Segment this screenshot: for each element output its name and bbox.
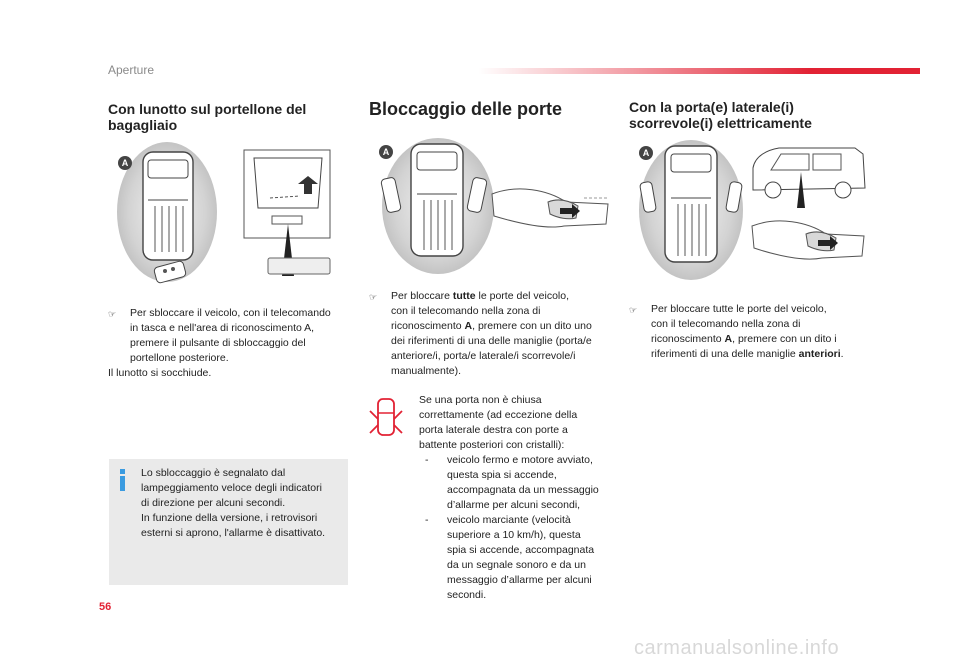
dash2-line4: da un segnale sonoro e da un bbox=[447, 559, 586, 571]
pointing-finger-icon: ☞ bbox=[108, 309, 117, 319]
info-box-text bbox=[141, 466, 346, 541]
col1-bullet-item bbox=[108, 306, 353, 366]
watermark: carmanualsonline.info bbox=[634, 637, 840, 659]
col2-bullet-text bbox=[391, 289, 592, 379]
info-line1: Lo sbloccaggio è segnalato dal bbox=[141, 467, 286, 479]
col1-bullet-text bbox=[130, 306, 331, 366]
col2-bullet-bold: tutte bbox=[452, 290, 476, 302]
col2-bullet-line2: con il telecomando nella zona di bbox=[391, 305, 541, 317]
warn-dash-item-2 bbox=[419, 513, 614, 603]
warn-line2: correttamente (ad eccezione della bbox=[419, 409, 578, 421]
zone-a-marker: A bbox=[379, 145, 393, 159]
door-handle-hand-illustration bbox=[748, 214, 868, 274]
col3-bullet-line2: con il telecomando nella zona di bbox=[651, 318, 801, 330]
col1-bullet-line1: Per sbloccare il veicolo, con il telecomando bbox=[130, 307, 331, 319]
dash1-line2: questa spia si accende, bbox=[447, 469, 557, 481]
col3-bullet-line1: Per bloccare tutte le porte del veicolo, bbox=[651, 303, 827, 315]
dash2-line1: veicolo marciante (velocità bbox=[447, 514, 571, 526]
warn-line1: Se una porta non è chiusa bbox=[419, 394, 542, 406]
zone-a-marker: A bbox=[118, 156, 132, 170]
zone-a-marker: A bbox=[639, 146, 653, 160]
van-side-view-illustration bbox=[745, 142, 870, 214]
door-open-warning-icon bbox=[368, 397, 404, 439]
dash1-line4: d’allarme per alcuni secondi, bbox=[447, 499, 581, 511]
col3-title bbox=[629, 99, 889, 131]
col1-bullet-block bbox=[108, 306, 353, 381]
info-line2: lampeggiamento veloce degli indicatori bbox=[141, 482, 322, 494]
pointing-finger-icon: ☞ bbox=[629, 305, 638, 315]
col3-bullet-line4-post: . bbox=[840, 348, 844, 360]
dash-marker: - bbox=[425, 514, 429, 526]
section-label: Aperture bbox=[108, 63, 155, 77]
col1-bullet-line2: in tasca e nell'area di riconoscimento A, bbox=[130, 322, 315, 334]
col2-title: Bloccaggio delle porte bbox=[369, 99, 563, 119]
col3-bullet-line4-pre: riferimenti di una delle maniglie bbox=[651, 348, 799, 360]
info-line5: esterni si aprono, l'allarme è disattivato. bbox=[141, 527, 326, 539]
col2-bullet-line3-bold: A bbox=[464, 320, 473, 332]
col2-bullet-pre: Per bloccare bbox=[391, 290, 453, 302]
dash-item-2-text bbox=[447, 513, 594, 603]
info-icon bbox=[120, 469, 125, 491]
col3-bullet-block bbox=[629, 302, 874, 362]
col1-title bbox=[108, 101, 348, 133]
col2-warning-block bbox=[419, 393, 614, 603]
col3-bullet-text bbox=[651, 302, 844, 362]
col3-bullet-line3-post: , premere con un dito i bbox=[732, 333, 837, 345]
col3-bullet-line3-bold: A bbox=[724, 333, 733, 345]
col2-bullet-item bbox=[369, 289, 614, 379]
col3-title-line2: scorrevole(i) elettricamente bbox=[629, 115, 812, 131]
dash2-line2: superiore a 10 km/h), questa bbox=[447, 529, 581, 541]
dash2-line3: spia si accende, accompagnata bbox=[447, 544, 595, 556]
col2-bullet-line5: anteriore/i, porta/e laterale/i scorrevole/i bbox=[391, 350, 576, 362]
dash2-line5: messaggio d’allarme per alcuni bbox=[447, 574, 592, 586]
col1-note: Il lunotto si socchiude. bbox=[108, 367, 212, 379]
col3-bullet-line3-pre: riconoscimento bbox=[651, 333, 725, 345]
col1-bullet-line4: portellone posteriore. bbox=[130, 352, 229, 364]
info-line3: di direzione per alcuni secondi. bbox=[141, 497, 286, 509]
dash1-line1: veicolo fermo e motore avviato, bbox=[447, 454, 593, 466]
col1-title-line2: bagagliaio bbox=[108, 117, 178, 133]
col3-bullet-item bbox=[629, 302, 874, 362]
col1-bullet-line3: premere il pulsante di sbloccaggio del bbox=[130, 337, 306, 349]
dash2-line6: secondi. bbox=[447, 589, 487, 601]
van-top-view-sliding-doors-illustration bbox=[636, 138, 746, 283]
page-number: 56 bbox=[99, 601, 112, 613]
warn-line3: porta laterale destra con porte a bbox=[419, 424, 568, 436]
header-accent-bar bbox=[478, 68, 920, 74]
dash-marker: - bbox=[425, 454, 429, 466]
tailgate-illustration bbox=[238, 146, 338, 286]
col2-bullet-post: le porte del veicolo, bbox=[475, 290, 570, 302]
col3-bullet-line4-bold: anteriori bbox=[798, 348, 841, 360]
warn-dash-item-1 bbox=[419, 453, 614, 513]
van-top-view-locking-illustration bbox=[376, 138, 496, 278]
col2-bullet-line6: manualmente). bbox=[391, 365, 462, 377]
col2-bullet-line4: dei riferimenti di una delle maniglie (porta/e bbox=[391, 335, 592, 347]
dash1-line3: accompagnata da un messaggio bbox=[447, 484, 599, 496]
dash-item-1-text bbox=[447, 453, 599, 513]
col2-bullet-line3-pre: riconoscimento bbox=[391, 320, 465, 332]
warn-line4: battente posteriori con cristalli): bbox=[419, 439, 565, 451]
door-handle-hand-illustration bbox=[488, 180, 613, 240]
col2-bullet-line3-post: , premere con un dito uno bbox=[472, 320, 592, 332]
col2-bullet-block bbox=[369, 289, 614, 379]
info-line4: In funzione della versione, i retrovisori bbox=[141, 512, 318, 524]
col1-title-line1: Con lunotto sul portellone del bbox=[108, 101, 307, 117]
pointing-finger-icon: ☞ bbox=[369, 292, 378, 302]
col3-title-line1: Con la porta(e) laterale(i) bbox=[629, 99, 794, 115]
